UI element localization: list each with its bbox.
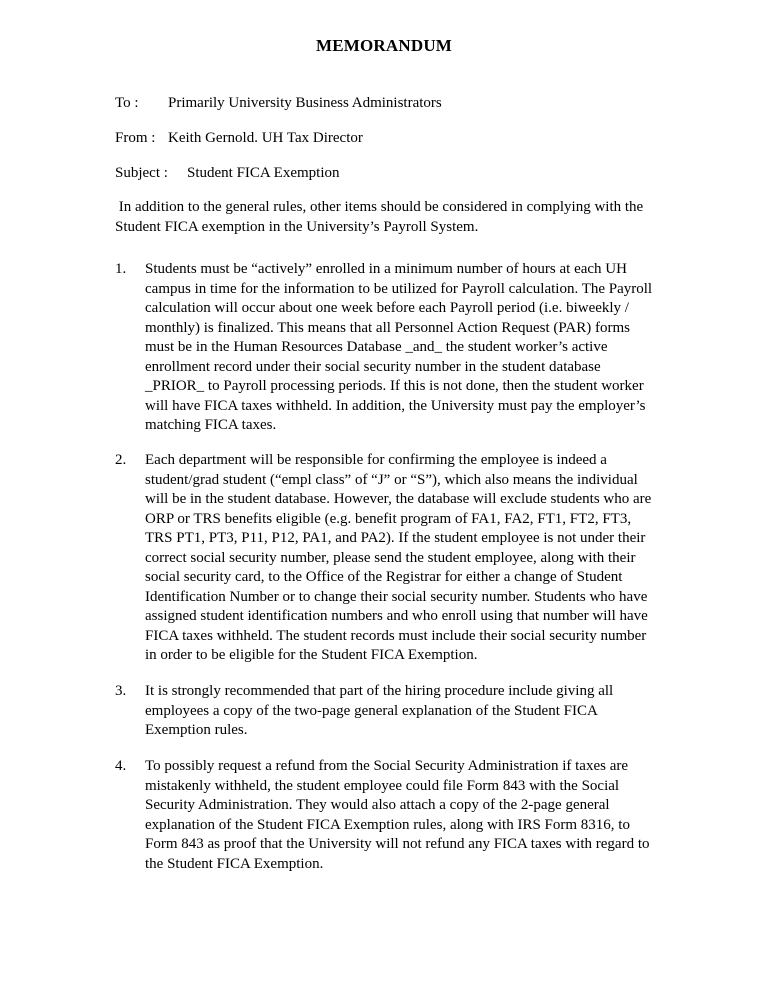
list-item bbox=[115, 451, 655, 666]
from-label: From : bbox=[115, 130, 156, 146]
list-item-number: 1. bbox=[115, 261, 127, 277]
list-item-text: Students must be “actively” enrolled in a minimum number of hours at each UH campus in time for the information to be utilized for Payroll calculation. The Payroll calculation will occur about one week before each Payroll period (i.e. biweekly / monthly) is finalized. This means that all Personnel Action Request (PAR) forms must be in the Human Resources Database _and_ the student worker’s active enrollment record under their social security number in the student database _PRIOR_ to Payroll processing periods. If this is not done, then the student worker will have FICA taxes withheld. In addition, the University must pay the employer’s matching FICA taxes. bbox=[145, 261, 653, 433]
list-item-text: It is strongly recommended that part of the hiring procedure include giving all employees a copy of the two-page general explanation of the Student FICA Exemption rules. bbox=[145, 683, 614, 738]
intro-paragraph: In addition to the general rules, other items should be considered in complying with the Student FICA exemption in the University’s Payroll System. bbox=[115, 199, 647, 235]
from-line bbox=[115, 129, 363, 147]
list-item-text: Each department will be responsible for confirming the employee is indeed a student/grad student (“empl class” of “J” or “S”), which also means the individual will be in the student database. However, the database will exclude students who are ORP or TRS benefits eligible (e.g. benefit program of FA1, FA2, FT1, FT2, FT3, TRS PT1, PT3, P11, P12, PA1, and PA2). If the student employee is not under their correct social security number, please send the student employee, along with their social security card, to the Office of the Registrar for either a change of Student Identification Number or to change their social security number. Students who have assigned student identification numbers and who enroll using that number will have FICA taxes withheld. The student records must include their social security number in order to be eligible for the Student FICA Exemption. bbox=[145, 452, 652, 663]
to-value: Primarily University Business Administrators bbox=[168, 95, 442, 111]
list-item-number: 3. bbox=[115, 683, 127, 699]
subject-label: Subject : bbox=[115, 165, 168, 181]
list-item-number: 2. bbox=[115, 452, 127, 468]
list-item-number: 4. bbox=[115, 758, 127, 774]
to-line bbox=[115, 94, 442, 112]
memo-title: MEMORANDUM bbox=[315, 36, 453, 55]
to-label: To : bbox=[115, 95, 139, 111]
subject-line bbox=[115, 164, 340, 182]
list-item bbox=[115, 682, 655, 741]
list-item bbox=[115, 260, 655, 436]
list-item-text: To possibly request a refund from the Social Security Administration if taxes are mistakenly withheld, the student employee could file Form 843 with the Social Security Administration. They would also attach a copy of the 2-page general explanation of the Student FICA Exemption rules, along with IRS Form 8316, to Form 843 as proof that the University will not refund any FICA taxes with regard to the Student FICA Exemption. bbox=[145, 758, 650, 872]
list-item bbox=[115, 757, 655, 874]
from-value: Keith Gernold. UH Tax Director bbox=[168, 130, 363, 146]
subject-value: Student FICA Exemption bbox=[187, 165, 340, 181]
